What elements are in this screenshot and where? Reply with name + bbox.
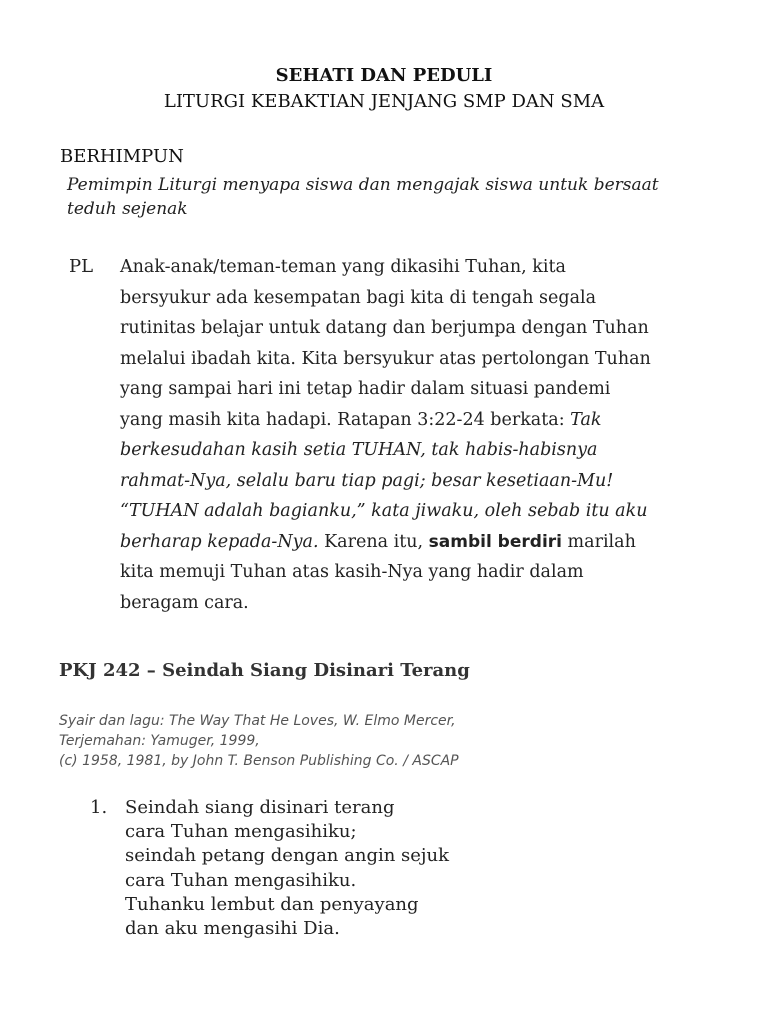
verse-line: dan aku mengasihi Dia.	[125, 918, 340, 940]
section-heading: BERHIMPUN	[60, 146, 184, 167]
verse-number: 1.	[90, 797, 108, 818]
credit-line: (c) 1958, 1981, by John T. Benson Publishing Co. / ASCAP	[59, 753, 459, 769]
scripture-quote-line: rahmat-Nya, selalu baru tiap pagi; besar kesetiaan-Mu!	[120, 470, 614, 491]
paragraph-line: bersyukur ada kesempatan bagi kita di tengah segala	[120, 287, 597, 308]
scripture-quote-line: berkesudahan kasih setia TUHAN, tak habis-habisnya	[120, 440, 598, 460]
credit-line: Syair dan lagu: The Way That He Loves, W. Elmo Mercer,	[59, 713, 456, 729]
verse-line: cara Tuhan mengasihiku;	[125, 821, 357, 843]
verse-line: Seindah siang disinari terang	[125, 797, 395, 818]
paragraph-text: yang masih kita hadapi. Ratapan 3:22-24 berkata:	[120, 409, 571, 430]
paragraph-line: yang sampai hari ini tetap hadir dalam situasi pandemi	[120, 379, 611, 399]
paragraph-text: marilah	[561, 531, 636, 552]
emphasis-instruction: sambil berdiri	[428, 531, 562, 552]
verse-line: seindah petang dengan angin sejuk	[125, 845, 450, 867]
liturgy-paragraph	[120, 252, 710, 618]
speaker-label: PL	[69, 256, 94, 277]
verse-line: cara Tuhan mengasihiku.	[125, 869, 357, 891]
scripture-quote: berharap kepada-Nya.	[120, 531, 319, 552]
paragraph-line	[120, 527, 710, 558]
document-subtitle: LITURGI KEBAKTIAN JENJANG SMP DAN SMA	[163, 91, 605, 112]
credit-line: Terjemahan: Yamuger, 1999,	[59, 733, 260, 749]
hymn-credits	[59, 711, 459, 771]
hymn-verse	[125, 796, 449, 941]
document-title: SEHATI DAN PEDULI	[275, 65, 493, 86]
paragraph-line: Anak-anak/teman-teman yang dikasihi Tuhan, kita	[120, 257, 566, 277]
scripture-quote: Tak	[570, 409, 602, 430]
paragraph-line: rutinitas belajar untuk datang dan berjumpa dengan Tuhan	[120, 318, 649, 338]
scripture-quote-line: “TUHAN adalah bagianku,” kata jiwaku, oleh sebab itu aku	[120, 501, 648, 521]
verse-line: Tuhanku lembut dan penyayang	[125, 893, 419, 915]
paragraph-line: beragam cara.	[120, 592, 249, 613]
paragraph-text: Karena itu,	[318, 531, 429, 552]
paragraph-line: kita memuji Tuhan atas kasih-Nya yang hadir dalam	[120, 562, 584, 582]
paragraph-line	[120, 405, 710, 436]
paragraph-line: melalui ibadah kita. Kita bersyukur atas pertolongan Tuhan	[120, 348, 651, 369]
liturgy-instruction: Pemimpin Liturgi menyapa siswa dan mengajak siswa untuk bersaat teduh sejenak	[67, 175, 659, 219]
hymn-title: PKJ 242 – Seindah Siang Disinari Terang	[59, 660, 470, 681]
